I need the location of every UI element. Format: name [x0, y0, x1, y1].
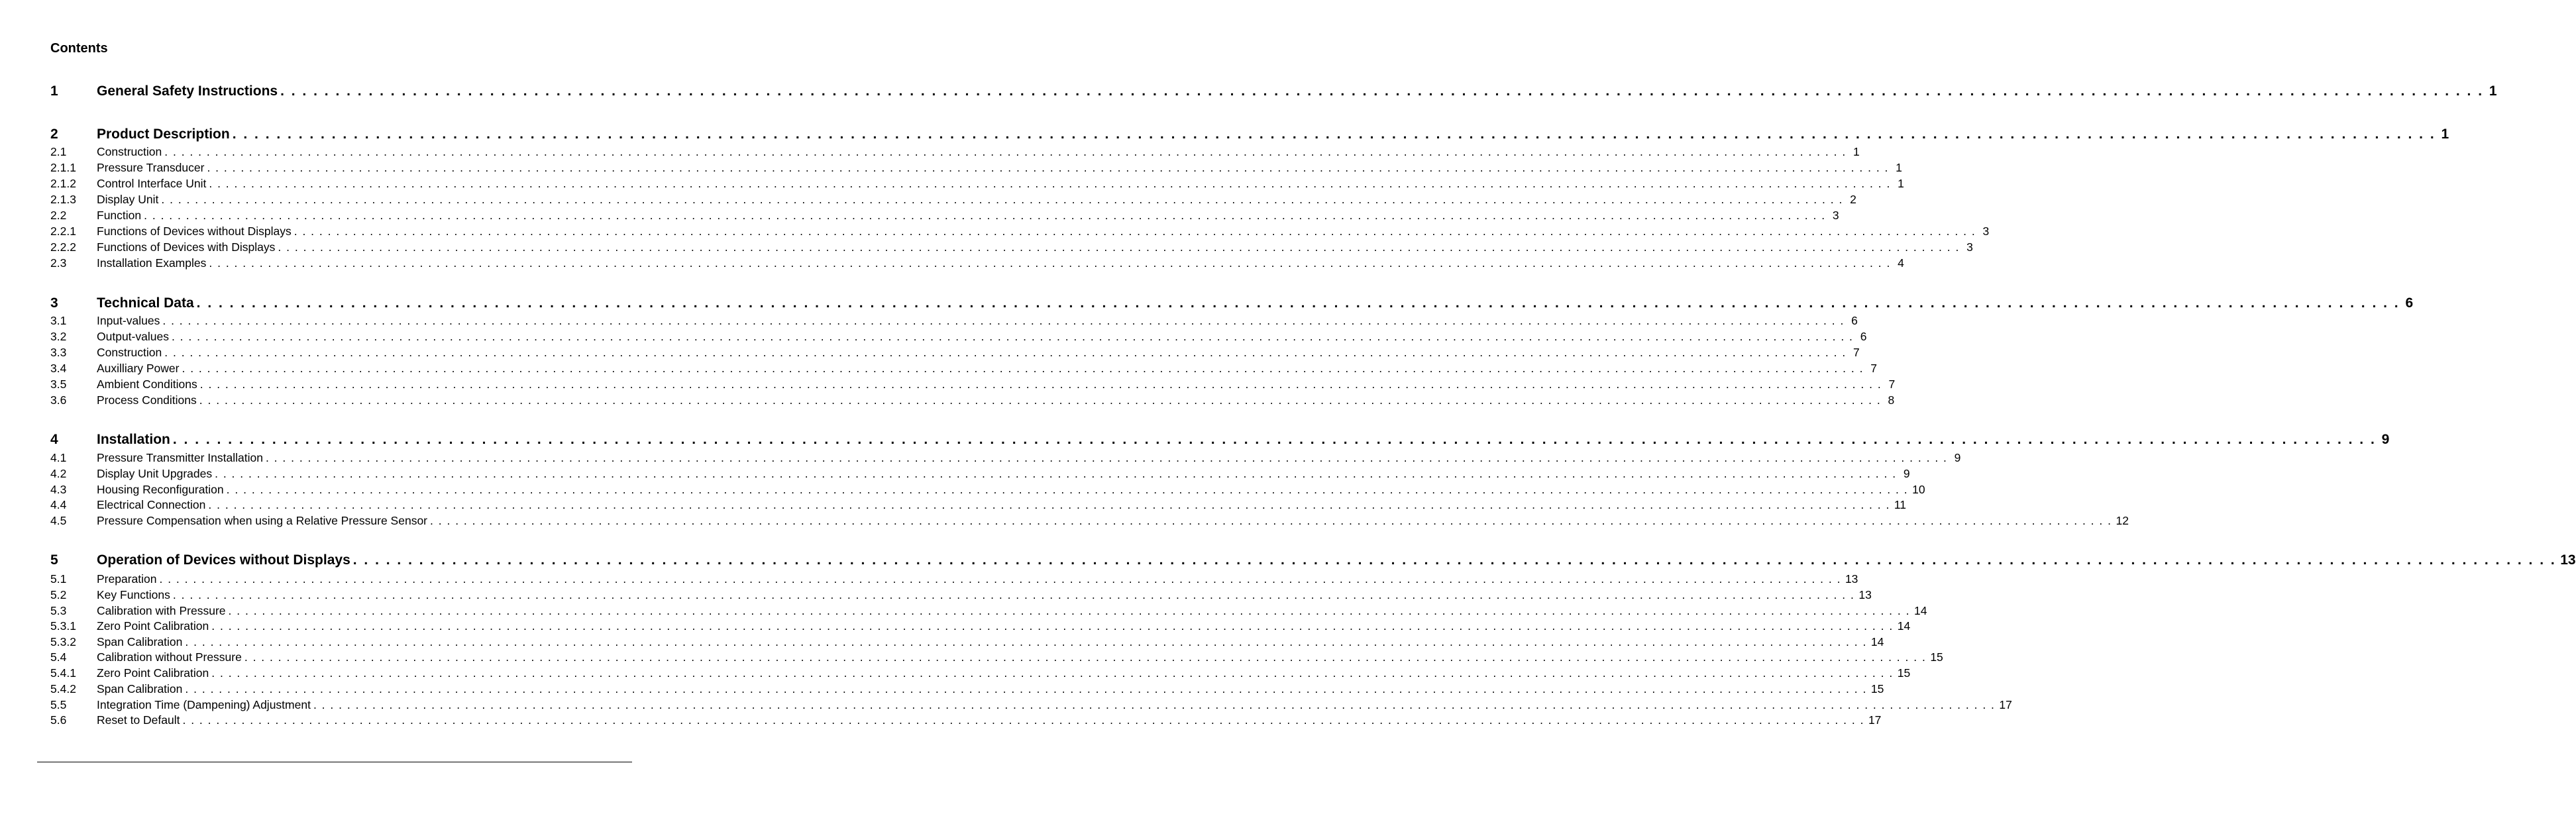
- toc-section-number: 2.2: [50, 209, 67, 222]
- toc-entry[interactable]: [50, 604, 1927, 620]
- toc-page-number: 17: [1999, 698, 2012, 711]
- toc-dot-leader: . . . . . . . . . . . . . . . . . . . . . . . . . . . . . . . . . . . . . . . . . . . . . . . . . . . . . . . . . . . . . . . . . . . . . . . . . . . . . . . . . . . . . . . . . . . . . . . . . . . . . . . . . . . . . . . . . . . . . . . . . . . . . . . . . . . . . . . . . . . . . . . . . . . . . . . . . . . . . . . . . . . . . . . . . . . . . . . . . . . . . . . . . . . . . . . . . . . . . . . .: [211, 619, 1894, 633]
- toc-page-number: 15: [1870, 682, 1884, 695]
- toc-section-title: General Safety Instructions: [97, 83, 278, 99]
- toc-page-number: 9: [1903, 467, 1910, 480]
- toc-dot-leader: . . . . . . . . . . . . . . . . . . . . . . . . . . . . . . . . . . . . . . . . . . . . . . . . . . . . . . . . . . . . . . . . . . . . . . . . . . . . . . . . . . . . . . . . . . . . . . . . . . . . . . . . . . . . . . . . . . . . . . . . . . . . . . . . . . . . . . . . . . . . . . . . . . . . . . . . . . . . . . . . . . . . . . . . . . . . . . . . . . . . . . . . . . . . . . . . . . . . . . . .: [207, 161, 1889, 174]
- toc-entry[interactable]: [50, 393, 1895, 409]
- toc-section-number: 5: [50, 552, 58, 568]
- toc-section-title: Auxilliary Power: [97, 362, 180, 375]
- toc-dot-leader: . . . . . . . . . . . . . . . . . . . . . . . . . . . . . . . . . . . . . . . . . . . . . . . . . . . . . . . . . . . . . . . . . . . . . . . . . . . . . . . . . . . . . . . . . . . . . . . . . . . . . . . . . . . . . . . . . . . . . . . . . . . . . . . . . . . . . . . . . . . . . . . . . . . . . . . . . . . . . . . . . . . . . . . . . . . . . . . . . . . . . . . . . . . . . . . . . . . . . . . .: [228, 604, 1910, 617]
- toc-entry[interactable]: [50, 177, 1904, 193]
- toc-page-number: 11: [1894, 498, 1907, 511]
- toc-page-number: 1: [1852, 145, 1860, 158]
- toc-section-number: 1: [50, 83, 58, 99]
- toc-entry[interactable]: [50, 432, 2390, 450]
- toc-page-number: 7: [1888, 378, 1896, 391]
- toc-section-title: Construction: [97, 346, 162, 359]
- toc-entry[interactable]: [50, 619, 1911, 635]
- toc-section-number: 4.2: [50, 467, 67, 480]
- toc-section-number: 2.1.1: [50, 161, 76, 174]
- toc-entry[interactable]: [50, 330, 1867, 346]
- toc-page-number: 13: [1845, 572, 1858, 586]
- toc-page-number: 6: [2405, 295, 2414, 311]
- toc-section-title: Installation: [97, 432, 170, 447]
- toc-dot-leader: . . . . . . . . . . . . . . . . . . . . . . . . . . . . . . . . . . . . . . . . . . . . . . . . . . . . . . . . . . . . . . . . . . . . . . . . . . . . . . . . . . . . . . . . . . . . . . . . . . . . . . . . . . . . . . . . . . . . . . . . . . . . . . . . . . . . . . . . . . . . . . . . . . . . . . . . . . . . . . . . . . . . . . . . . . . . . . . . . . . . . . . . . . . . . . . . . . . . . . . .: [208, 498, 1890, 511]
- toc-entry[interactable]: [50, 256, 1904, 272]
- toc-entry[interactable]: [50, 483, 1925, 499]
- toc-dot-leader: . . . . . . . . . . . . . . . . . . . . . . . . . . . . . . . . . . . . . . . . . . . . . . . . . . . . . . . . . . . . . . . . . . . . . . . . . . . . . . . . . . . . . . . . . . . . . . . . . . . . . . . . . . . . . . . . . . . . . . . . . . . . . . . . . . . . . . . . . . . . . . . . . . . . . . . . . . . . . . . . . . . . . . . . . . . . . . . . . . . . . . . . . . . . . . . . . . . . . . . .: [215, 467, 1897, 480]
- toc-section-title: Input-values: [97, 314, 160, 327]
- toc-section-title: Key Functions: [97, 588, 170, 601]
- toc-dot-leader: . . . . . . . . . . . . . . . . . . . . . . . . . . . . . . . . . . . . . . . . . . . . . . . . . . . . . . . . . . . . . . . . . . . . . . . . . . . . . . . . . . . . . . . . . . . . . . . . . . . . . . . . . . . . . . . . . . . . . . . . . . . . . . . . . . . . . . . . . . . . . . . . . . . . . . . . . . . . . . . . . . . . . . . . . . . . . . . . . . . . . . . . . . . . . . . . . . . . . . . .: [172, 588, 1855, 601]
- toc-entry[interactable]: [50, 145, 1860, 161]
- toc-section-title: Control Interface Unit: [97, 177, 207, 190]
- toc-section-number: 5.1: [50, 572, 67, 586]
- toc-entry[interactable]: [50, 588, 1872, 604]
- toc-dot-leader: . . . . . . . . . . . . . . . . . . . . . . . . . . . . . . . . . . . . . . . . . . . . . . . . . . . . . . . . . . . . . . . . . . . . . . . . . . . . . . . . . . . . . . . . . . . . . . . . . . . . . . . . . . . . . . . . . . . . . . . . . . . . . . . . . . . . . . . . . . . . . . . . . . . . . . . . . . . . . . . . . . . . . . . . . . . . . . . . . . . . . . . . . . . . . . . . . . . . . . . .: [211, 666, 1894, 680]
- toc-page-number: 12: [2116, 514, 2129, 527]
- toc-section-title: Operation of Devices without Displays: [97, 552, 350, 568]
- toc-section-number: 5.2: [50, 588, 67, 601]
- toc-section-title: Product Description: [97, 127, 230, 142]
- toc-entry[interactable]: [50, 552, 2576, 571]
- toc-dot-leader: . . . . . . . . . . . . . . . . . . . . . . . . . . . . . . . . . . . . . . . . . . . . . . . . . . . . . . . . . . . . . . . . . . . . . . . . . . . . . . . . . . . . . . . . . . . . . . . . . . . . . . . . . . . . . . . . . . . . . . . . . . . . . . . . . . . . . . . . . . . . . . . . . . . . . . . . . . . . . . . . . . . . . . . . . . . . . . . . . . . . . . . . . . . . . . . . . . . . . . . .: [199, 393, 1882, 407]
- toc-entry[interactable]: [50, 698, 2012, 714]
- toc-section-title: Housing Reconfiguration: [97, 483, 224, 496]
- toc-page-number: 8: [1888, 393, 1895, 407]
- toc-dot-leader: . . . . . . . . . . . . . . . . . . . . . . . . . . . . . . . . . . . . . . . . . . . . . . . . . . . . . . . . . . . . . . . . . . . . . . . . . . . . . . . . . . . . . . . . . . . . . . . . . . . . . . . . . . . . . . . . . . . . . . . . . . . . . . . . . . . . . . . . . . . . . . . . . . . . . . . . . . . . . . . . . . . . . . . . . . . . . . . . . . . . . . . . . . . . . . . . . . . . . . . .: [265, 451, 1948, 464]
- toc-section-number: 4.4: [50, 498, 67, 511]
- toc-section-title: Span Calibration: [97, 635, 183, 648]
- toc-dot-leader: . . . . . . . . . . . . . . . . . . . . . . . . . . . . . . . . . . . . . . . . . . . . . . . . . . . . . . . . . . . . . . . . . . . . . . . . . . . . . . . . . . . . . . . . . . . . . . . . . . . . . . . . . . . . . . . . . . . . . . . . . . . . . . . . . . . . . . . . . . . . . . . . . . . . . . . . . . . . . . . . . . . . . . . . . . . . . . . . . . . . . . . . . . . . . . . . . . . . . . . .: [294, 225, 1976, 238]
- toc-page-number: 15: [1897, 666, 1911, 680]
- toc-entry[interactable]: [50, 240, 1973, 256]
- toc-dot-leader: . . . . . . . . . . . . . . . . . . . . . . . . . . . . . . . . . . . . . . . . . . . . . . . . . . . . . . . . . . . . . . . . . . . . . . . . . . . . . . . . . . . . . . . . . . . . . . . . . . . . . . . . . . . . . . . . . . . . . . . . . . . . . . . . . . . . . . . . . . . . . . . . . . . . . . . . . . . . . . . . . . . . . . . . . . . . . . . . . . . . . . . . . . . . . . . . . . . . . . . .: [182, 713, 1864, 727]
- toc-section-number: 5.5: [50, 698, 67, 711]
- toc-dot-leader: . . . . . . . . . . . . . . . . . . . . . . . . . . . . . . . . . . . . . . . . . . . . . . . . . . . . . . . . . . . . . . . . . . . . . . . . . . . . . . . . . . . . . . . . . . . . . . . . . . . . . . . . . . . . . . . . . . . . . . . . . . . . . . . . . . . . . . . . . . . . . . . . . . . . . . . . . . . . . . . . . . . . . . . . . . . . . . . . . . . . . . . . . . . . . . . . . . . . . . . .: [171, 330, 1854, 343]
- toc-section-number: 5.6: [50, 713, 67, 727]
- toc-section-number: 5.3: [50, 604, 67, 617]
- toc-section-number: 3.4: [50, 362, 67, 375]
- toc-entry[interactable]: [50, 572, 1858, 588]
- toc-dot-leader: . . . . . . . . . . . . . . . . . . . . . . . . . . . . . . . . . . . . . . . . . . . . . . . . . . . . . . . . . . . . . . . . . . . . . . . . . . . . . . . . . . . . . . . . . . . . . . . . . . . . . . . . . . . . . . . . . . . . . . . . . . . . . . . . . . . . . . . . . . . . . . . . . . . . . . . . . . . . . . . . . . . . . . . . . . . . . . . . . . . . . . . . . . . . . . . . . . . . . . . .: [161, 193, 1843, 206]
- toc-entry[interactable]: [50, 314, 1858, 330]
- toc-section-title: Integration Time (Dampening) Adjustment: [97, 698, 311, 711]
- toc-dot-leader: . . . . . . . . . . . . . . . . . . . . . . . . . . . . . . . . . . . . . . . . . . . . . . . . . . . . . . . . . . . . . . . . . . . . . . . . . . . . . . . . . . . . . . . . . . . . . . . . . . . . . . . . . . . . . . . . . . . . . . . . . . . . . . . . . . . . . . . . . . . . . . . . . . . . . . . . . . . . . . . . . . . . . . . . . . . . . . . . . . . . . . . . . . . . . . . . . . . . . . . .: [244, 650, 1927, 664]
- toc-entry[interactable]: [50, 650, 1943, 666]
- toc-dot-leader: . . . . . . . . . . . . . . . . . . . . . . . . . . . . . . . . . . . . . . . . . . . . . . . . . . . . . . . . . . . . . . . . . . . . . . . . . . . . . . . . . . . . . . . . . . . . . . . . . . . . . . . . . . . . . . . . . . . . . . . . . . . . . . . . . . . . . . . . . . . . . . . . . . . . . . . . . . . . . . . . . . . . . . . . . . . . . . . . . . . . . . . . . . . . . . . . . . . . . . . .: [313, 698, 1996, 711]
- toc-section-number: 4: [50, 432, 58, 447]
- toc-page-number: 6: [1860, 330, 1867, 343]
- toc-section-title: Pressure Transducer: [97, 161, 205, 174]
- toc-page-number: 7: [1870, 362, 1877, 375]
- toc-entry[interactable]: [50, 451, 1961, 467]
- toc-dot-leader: . . . . . . . . . . . . . . . . . . . . . . . . . . . . . . . . . . . . . . . . . . . . . . . . . . . . . . . . . . . . . . . . . . . . . . . . . . . . . . . . . . . . . . . . . . . . . . . . . . . . . . . . . . . . . . . . . . . . . . . . . . . . . . . . . . . . . . . . . . . . . . . . . . . . . . . . . . . . . . . . . . . . . . . . . . . . . . . . . . . . . . . . . . . . . . . . . . . . . . . .: [199, 378, 1882, 391]
- toc-page-number: 14: [1897, 619, 1911, 633]
- toc-entry[interactable]: [50, 378, 1896, 393]
- toc-section-title: Ambient Conditions: [97, 378, 197, 391]
- toc-dot-leader: . . . . . . . . . . . . . . . . . . . . . . . . . . . . . . . . . . . . . . . . . . . . . . . . . . . . . . . . . . . . . . . . . . . . . . . . . . . . . . . . . . . . . . . . . . . . . . . . . . . . . . . . . . . . . . . . . . . . . . . . . . . . . . . . . . . . . . . . . . . . . . . . . . . . . . . . . . . . . . . . . . . . . . . . . . . . . . . . . . . . . . . . . . . . . . . . . . . . . . . .: [278, 240, 1960, 254]
- toc-entry[interactable]: [50, 346, 1860, 362]
- toc-section-title: Zero Point Calibration: [97, 619, 209, 633]
- toc-section-number: 4.1: [50, 451, 67, 464]
- toc-section-number: 2.3: [50, 256, 67, 270]
- toc-section-title: Display Unit: [97, 193, 159, 206]
- toc-dot-leader: . . . . . . . . . . . . . . . . . . . . . . . . . . . . . . . . . . . . . . . . . . . . . . . . . . . . . . . . . . . . . . . . . . . . . . . . . . . . . . . . . . . . . . . . . . . . . . . . . . . . . . . . . . . . . . . . . . . . . . . . . . . . . . . . . . . . . . . . . . . . . . . . . . . . . . . . . . . . . . . . . . . . . . . . . . . . . . . . . . . . . . . . . . . . . . . . . . . . . . . .: [209, 177, 1891, 190]
- toc-page-number: 3: [1982, 225, 1990, 238]
- toc-page-number: 7: [1852, 346, 1860, 359]
- toc-dot-leader: . . . . . . . . . . . . . . . . . . . . . . . . . . . . . . . . . . . . . . . . . . . . . . . . . . . . . . . . . . . . . . . . . . . . . . . . . . . . . . . . . . . . . . . . . . . . . . . . . . . . . . . . . . . . . . . . . . . . . . . . . . . . . . . . . . . . . . . . . . . . . . . . . . . . . . . . . . . . . . . . . . . . . . . . . . . . . . . . . . . . . . . . . . . . . . . . . . . . . . . .: [162, 314, 1845, 327]
- toc-section-title: Calibration with Pressure: [97, 604, 226, 617]
- toc-page-number: 10: [1912, 483, 1925, 496]
- toc-entry[interactable]: [50, 713, 1882, 729]
- toc-section-number: 4.5: [50, 514, 67, 527]
- toc-section-title: Reset to Default: [97, 713, 180, 727]
- toc-entry[interactable]: [50, 225, 1990, 240]
- toc-entry[interactable]: [50, 498, 1907, 514]
- toc-section-title: Pressure Transmitter Installation: [97, 451, 263, 464]
- toc-section-title: Electrical Connection: [97, 498, 206, 511]
- toc-page-number: 1: [1898, 177, 1904, 190]
- toc-section-number: 5.4.1: [50, 666, 76, 680]
- toc-page-number: 3: [1966, 240, 1973, 254]
- toc-section-number: 5.3.2: [50, 635, 76, 648]
- toc-entry[interactable]: [50, 83, 2497, 102]
- toc-page-number: 17: [1868, 713, 1882, 727]
- toc-page-number: 13: [1858, 588, 1872, 601]
- toc-dot-leader: . . . . . . . . . . . . . . . . . . . . . . . . . . . . . . . . . . . . . . . . . . . . . . . . . . . . . . . . . . . . . . . . . . . . . . . . . . . . . . . . . . . . . . . . . . . . . . . . . . . . . . . . . . . . . . . . . . . . . . . . . . . . . . . . . . . . . . . . . . . . . . . . . . . . . . . . . . . . . . . . . . . . . . . . . . . . . . . . . . . . . . . . . . . . . . . . . . . . . . . .: [430, 514, 2112, 527]
- toc-section-title: Preparation: [97, 572, 157, 586]
- toc-dot-leader: . . . . . . . . . . . . . . . . . . . . . . . . . . . . . . . . . . . . . . . . . . . . . . . . . . . . . . . . . . . . . . . . . . . . . . . . . . . . . . . . . . . . . . . . . . . . . . . . . . . . . . . . . . . . . . . . . . . . . . . . . . . . . . . . . . . . . . . . . . . . . . . . . . . . . . . . . . . . . . . . . . . . . . . . . . . . . . . . . . . . . . . . . . . . . . . . . . . . . . . .: [164, 145, 1847, 158]
- toc-section-number: 2.1: [50, 145, 67, 158]
- toc-section-number: 3.3: [50, 346, 67, 359]
- toc-section-title: Functions of Devices with Displays: [97, 240, 276, 254]
- toc-dot-leader: . . . . . . . . . . . . . . . . . . . . . . . . . . . . . . . . . . . . . . . . . . . . . . . . . . . . . . . . . . . . . . . . . . . . . . . . . . . . . . . . . . . . . . . . . . . . . . . . . . . . . . . . . . . . . . . . . . . . . . . . . . . . . . . . . . . . . . . . . . . . . . . . . . . . . . . . . . . . . . . . . . . . . . . . . . . . . . . . . . . . . . . . . . . . . . . . . . . . . . . .: [196, 295, 2400, 311]
- toc-dot-leader: . . . . . . . . . . . . . . . . . . . . . . . . . . . . . . . . . . . . . . . . . . . . . . . . . . . . . . . . . . . . . . . . . . . . . . . . . . . . . . . . . . . . . . . . . . . . . . . . . . . . . . . . . . . . . . . . . . . . . . . . . . . . . . . . . . . . . . . . . . . . . . . . . . . . . . . . . . . . . . . . . . . . . . . . . . . . . . . . . . . . . . . . . . . . . . . . . . . . . . . .: [182, 362, 1864, 375]
- toc-dot-leader: . . . . . . . . . . . . . . . . . . . . . . . . . . . . . . . . . . . . . . . . . . . . . . . . . . . . . . . . . . . . . . . . . . . . . . . . . . . . . . . . . . . . . . . . . . . . . . . . . . . . . . . . . . . . . . . . . . . . . . . . . . . . . . . . . . . . . . . . . . . . . . . . . . . . . . . . . . . . . . . . . . . . . . . . . . . . . . . . . . . . . . . . . . . . . . . . . . . . . . . .: [280, 83, 2484, 99]
- toc-section-number: 3.1: [50, 314, 67, 327]
- toc-section-title: Technical Data: [97, 295, 194, 311]
- toc-section-title: Zero Point Calibration: [97, 666, 209, 680]
- toc-page-number: 9: [1954, 451, 1961, 464]
- toc-section-number: 2.2.1: [50, 225, 76, 238]
- toc-section-title: Output-values: [97, 330, 169, 343]
- toc-entry[interactable]: [50, 362, 1877, 378]
- toc-entry[interactable]: [50, 467, 1910, 483]
- toc-page-number: 3: [1832, 209, 1839, 222]
- toc-entry[interactable]: [50, 666, 1911, 682]
- toc-section-title: Functions of Devices without Displays: [97, 225, 292, 238]
- toc-dot-leader: . . . . . . . . . . . . . . . . . . . . . . . . . . . . . . . . . . . . . . . . . . . . . . . . . . . . . . . . . . . . . . . . . . . . . . . . . . . . . . . . . . . . . . . . . . . . . . . . . . . . . . . . . . . . . . . . . . . . . . . . . . . . . . . . . . . . . . . . . . . . . . . . . . . . . . . . . . . . . . . . . . . . . . . . . . . . . . . . . . . . . . . . . . . . . . . . . . . . . . . .: [144, 209, 1826, 222]
- toc-section-number: 5.3.1: [50, 619, 76, 633]
- toc-section-number: 3: [50, 295, 58, 311]
- toc-entry[interactable]: [50, 514, 2129, 530]
- toc-entry[interactable]: [50, 682, 1884, 698]
- toc-dot-leader: . . . . . . . . . . . . . . . . . . . . . . . . . . . . . . . . . . . . . . . . . . . . . . . . . . . . . . . . . . . . . . . . . . . . . . . . . . . . . . . . . . . . . . . . . . . . . . . . . . . . . . . . . . . . . . . . . . . . . . . . . . . . . . . . . . . . . . . . . . . . . . . . . . . . . . . . . . . . . . . . . . . . . . . . . . . . . . . . . . . . . . . . . . . . . . . . . . . . . . . .: [209, 256, 1891, 270]
- toc-section-title: Span Calibration: [97, 682, 183, 695]
- toc-dot-leader: . . . . . . . . . . . . . . . . . . . . . . . . . . . . . . . . . . . . . . . . . . . . . . . . . . . . . . . . . . . . . . . . . . . . . . . . . . . . . . . . . . . . . . . . . . . . . . . . . . . . . . . . . . . . . . . . . . . . . . . . . . . . . . . . . . . . . . . . . . . . . . . . . . . . . . . . . . . . . . . . . . . . . . . . . . . . . . . . . . . . . . . . . . . . . . . . . . . . . . . .: [226, 483, 1909, 496]
- toc-entry[interactable]: [50, 193, 1856, 209]
- toc-page-number: 9: [2381, 432, 2390, 447]
- toc-section-title: Construction: [97, 145, 162, 158]
- toc-section-title: Function: [97, 209, 142, 222]
- toc-dot-leader: . . . . . . . . . . . . . . . . . . . . . . . . . . . . . . . . . . . . . . . . . . . . . . . . . . . . . . . . . . . . . . . . . . . . . . . . . . . . . . . . . . . . . . . . . . . . . . . . . . . . . . . . . . . . . . . . . . . . . . . . . . . . . . . . . . . . . . . . . . . . . . . . . . . . . . . . . . . . . . . . . . . . . . . . . . . . . . . . . . . . . . . . . . . . . . . . . . . . . . . .: [352, 552, 2557, 568]
- toc-entry[interactable]: [50, 127, 2449, 145]
- toc-dot-leader: . . . . . . . . . . . . . . . . . . . . . . . . . . . . . . . . . . . . . . . . . . . . . . . . . . . . . . . . . . . . . . . . . . . . . . . . . . . . . . . . . . . . . . . . . . . . . . . . . . . . . . . . . . . . . . . . . . . . . . . . . . . . . . . . . . . . . . . . . . . . . . . . . . . . . . . . . . . . . . . . . . . . . . . . . . . . . . . . . . . . . . . . . . . . . . . . . . . . . . . .: [159, 572, 1841, 586]
- toc-section-number: 4.3: [50, 483, 67, 496]
- toc-section-title: Installation Examples: [97, 256, 207, 270]
- toc-section-number: 5.4: [50, 650, 67, 664]
- toc-page-number: 1: [1896, 161, 1902, 174]
- toc-entry[interactable]: [50, 161, 1902, 177]
- toc-section-title: Display Unit Upgrades: [97, 467, 213, 480]
- toc-dot-leader: . . . . . . . . . . . . . . . . . . . . . . . . . . . . . . . . . . . . . . . . . . . . . . . . . . . . . . . . . . . . . . . . . . . . . . . . . . . . . . . . . . . . . . . . . . . . . . . . . . . . . . . . . . . . . . . . . . . . . . . . . . . . . . . . . . . . . . . . . . . . . . . . . . . . . . . . . . . . . . . . . . . . . . . . . . . . . . . . . . . . . . . . . . . . . . . . . . . . . . . .: [185, 682, 1867, 695]
- toc-page-number: 15: [1930, 650, 1943, 664]
- toc-section-title: Calibration without Pressure: [97, 650, 242, 664]
- toc-section-title: Process Conditions: [97, 393, 197, 407]
- toc-dot-leader: . . . . . . . . . . . . . . . . . . . . . . . . . . . . . . . . . . . . . . . . . . . . . . . . . . . . . . . . . . . . . . . . . . . . . . . . . . . . . . . . . . . . . . . . . . . . . . . . . . . . . . . . . . . . . . . . . . . . . . . . . . . . . . . . . . . . . . . . . . . . . . . . . . . . . . . . . . . . . . . . . . . . . . . . . . . . . . . . . . . . . . . . . . . . . . . . . . . . . . . .: [185, 635, 1867, 648]
- toc-section-number: 2.1.3: [50, 193, 76, 206]
- toc-page-number: 4: [1898, 256, 1904, 270]
- toc-entry[interactable]: [50, 635, 1884, 651]
- toc-page-number: 6: [1851, 314, 1858, 327]
- toc-page-number: 1: [2489, 83, 2497, 99]
- toc-dot-leader: . . . . . . . . . . . . . . . . . . . . . . . . . . . . . . . . . . . . . . . . . . . . . . . . . . . . . . . . . . . . . . . . . . . . . . . . . . . . . . . . . . . . . . . . . . . . . . . . . . . . . . . . . . . . . . . . . . . . . . . . . . . . . . . . . . . . . . . . . . . . . . . . . . . . . . . . . . . . . . . . . . . . . . . . . . . . . . . . . . . . . . . . . . . . . . . . . . . . . . . .: [232, 127, 2436, 142]
- toc-entry[interactable]: [50, 295, 2414, 314]
- toc-section-number: 2.1.2: [50, 177, 76, 190]
- toc-section-number: 3.5: [50, 378, 67, 391]
- toc-entry[interactable]: [50, 209, 1839, 225]
- toc-page-number: 13: [2560, 552, 2576, 568]
- toc-section-number: 2: [50, 127, 58, 142]
- toc-section-title: Pressure Compensation when using a Relative Pressure Sensor: [97, 514, 428, 527]
- toc-section-number: 3.2: [50, 330, 67, 343]
- toc-dot-leader: . . . . . . . . . . . . . . . . . . . . . . . . . . . . . . . . . . . . . . . . . . . . . . . . . . . . . . . . . . . . . . . . . . . . . . . . . . . . . . . . . . . . . . . . . . . . . . . . . . . . . . . . . . . . . . . . . . . . . . . . . . . . . . . . . . . . . . . . . . . . . . . . . . . . . . . . . . . . . . . . . . . . . . . . . . . . . . . . . . . . . . . . . . . . . . . . . . . . . . . .: [172, 432, 2377, 447]
- contents-heading: Contents: [50, 41, 108, 56]
- toc-section-number: 5.4.2: [50, 682, 76, 695]
- toc-section-number: 3.6: [50, 393, 67, 407]
- toc-dot-leader: . . . . . . . . . . . . . . . . . . . . . . . . . . . . . . . . . . . . . . . . . . . . . . . . . . . . . . . . . . . . . . . . . . . . . . . . . . . . . . . . . . . . . . . . . . . . . . . . . . . . . . . . . . . . . . . . . . . . . . . . . . . . . . . . . . . . . . . . . . . . . . . . . . . . . . . . . . . . . . . . . . . . . . . . . . . . . . . . . . . . . . . . . . . . . . . . . . . . . . . .: [164, 346, 1847, 359]
- toc-page-number: 1: [2441, 127, 2449, 142]
- toc-page-number: 14: [1914, 604, 1927, 617]
- toc-page-number: 2: [1850, 193, 1856, 206]
- toc-page-number: 14: [1870, 635, 1884, 648]
- toc-section-number: 2.2.2: [50, 240, 76, 254]
